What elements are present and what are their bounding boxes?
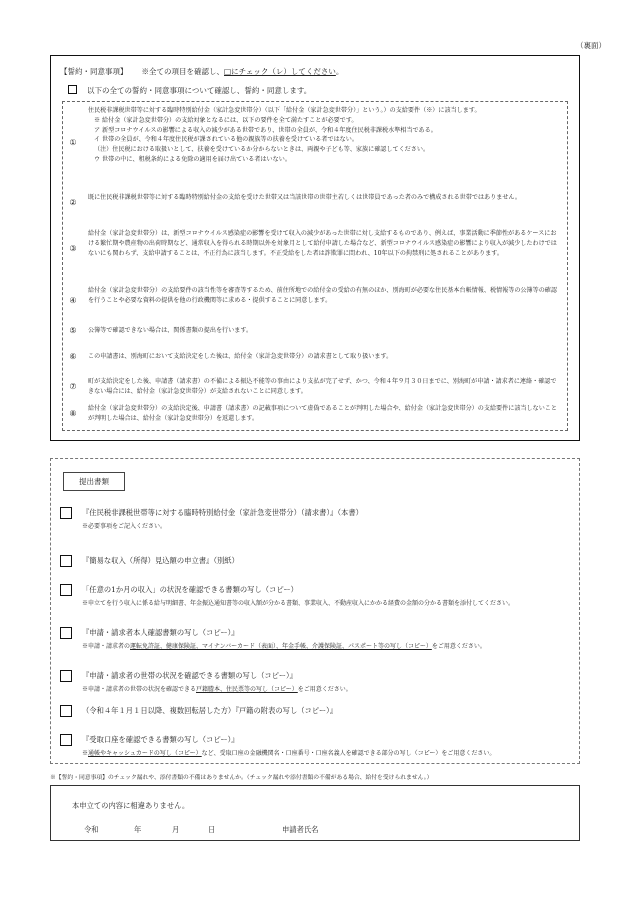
document-note xyxy=(82,749,560,758)
document-title: 『簡易な収入（所得）見込額の申立書』（別紙） xyxy=(82,556,239,565)
pledge-item-text: 既に住民税非課税世帯等に対する臨時特別給付金の支給を受けた世帯又は当該世帯の世帯主若しくは世帯員であった者のみで構成される世帯ではありません。 xyxy=(88,194,521,201)
check-footnote: ※【誓約・同意事項】のチェック漏れや、添付書類の不備はありませんか。（チェック漏れや添付書類の不備がある場合、給付を受けられません。） xyxy=(50,775,433,781)
date-era-label: 令和 xyxy=(84,825,99,834)
pledge-note-underlined: □にチェック（レ）してください xyxy=(224,67,336,76)
document-title: 『住民税非課税世帯等に対する臨時特別給付金（家計急変世帯分）（請求書）』（本書） xyxy=(82,508,363,517)
document-checkbox[interactable] xyxy=(60,627,72,639)
agree-all-row[interactable] xyxy=(68,85,311,96)
document-title: 『申請・請求者の世帯の状況を確認できる書類の写し（コピー）』 xyxy=(82,671,297,680)
confirmation-statement: 本申立ての内容に相違ありません。 xyxy=(72,801,190,810)
pledge-item-text: 公簿等で確認できない場合は、関係書類の提出を行います。 xyxy=(88,327,253,334)
document-title: 「任意の1か月の収入」の状況を確認できる書類の写し（コピー） xyxy=(82,585,298,594)
document-checkbox[interactable] xyxy=(60,584,72,596)
document-checkbox[interactable] xyxy=(60,705,72,717)
pledge-item-line: ア 新型コロナウイルスの影響による収入の減少がある世帯であり、世帯の全員が、令和４年度住民税非課税水準相当である。 xyxy=(94,126,437,134)
document-note-text: ※ xyxy=(82,750,89,757)
pledge-item-number: ⑥ xyxy=(69,352,77,361)
document-note xyxy=(82,642,560,651)
document-title: 『申請・請求者本人確認書類の写し（コピー）』 xyxy=(82,628,239,637)
pledge-item-text: 町が支給決定をした後、申請書（請求書）の不備による振込不能等の事由により支払が完了せず、かつ、令和４年９月３０日までに、別海町が申請・請求者に連絡・確認できない場合には、給付金（家計急変世帯分）が支給されないことに同意します。 xyxy=(88,378,557,395)
document-note-text: ※申請・請求者の xyxy=(82,643,131,650)
pledge-item-line: イ 世帯の全員が、令和４年度住民税が課されている他の親族等の扶養を受けている者ではない。 xyxy=(94,136,358,144)
document-note: ※必要事項をご記入ください。 xyxy=(82,523,167,530)
pledge-note-suffix: 。 xyxy=(335,67,344,76)
document-note-emphasis: 通帳やキャッシュカードの写し（コピー） xyxy=(88,750,202,757)
date-day-label: 日 xyxy=(208,825,216,834)
document-checkbox[interactable] xyxy=(60,734,72,746)
applicant-name-label[interactable]: 申請者氏名 xyxy=(282,825,319,834)
pledge-item-text: 給付金（家計急変世帯分）の支給要件の該当性等を審査等するため、前住所地での給付金の受給の有無のほか、別海町が必要な住民基本台帳情報、税情報等の公簿等の確認を行うことや必要な資料の提供を他の行政機関等に求める・提供することに同意します。 xyxy=(88,287,557,304)
document-title: （令和４年１月１日以降、複数回転居した方）『戸籍の附表の写し（コピー）』 xyxy=(82,706,338,715)
pledge-heading xyxy=(60,66,343,77)
pledge-item-line: 住民税非課税世帯等に対する臨時特別給付金（家計急変世帯分）（以下「給付金（家計急変世帯分）」という。）の支給要件（※）に該当します。 xyxy=(88,107,481,114)
pledge-item-line: ※ 給付金（家計急変世帯分）の支給対象となるには、以下の要件を全て満たすことが必要です。 xyxy=(94,116,358,124)
pledge-item-number: ① xyxy=(69,138,77,147)
documents-section xyxy=(50,458,580,764)
pledge-item-number: ⑦ xyxy=(69,382,77,391)
page-label: （裏面） xyxy=(576,41,606,50)
document-checkbox[interactable] xyxy=(60,670,72,682)
pledge-item-text xyxy=(88,106,560,165)
pledge-item-number: ② xyxy=(69,198,77,207)
document-checkbox[interactable] xyxy=(60,555,72,567)
pledge-item-number: ⑤ xyxy=(69,326,77,335)
document-note-text: など、受取口座の金融機関名・口座番号・口座名義人を確認できる部分の写し（コピー）をご用意ください。 xyxy=(201,750,496,757)
pledge-heading-title: 【誓約・同意事項】 xyxy=(60,67,128,76)
pledge-item-number: ③ xyxy=(69,244,77,253)
date-year-label: 年 xyxy=(134,825,142,834)
documents-title: 提出書類 xyxy=(63,472,125,491)
document-note-text: ※申請・請求者の世帯の状況を確認できる xyxy=(82,686,197,693)
document-note-text: をご用意ください。 xyxy=(297,686,352,693)
pledge-note-prefix: ※全ての項目を確認し、 xyxy=(141,67,224,76)
pledge-item-text: この申請書は、別海町において支給決定をした後は、給付金（家計急変世帯分）の請求書として取り扱います。 xyxy=(88,353,393,360)
pledge-item-number: ⑧ xyxy=(69,409,77,418)
document-note-emphasis: 戸籍謄本、住民票等の写し（コピー） xyxy=(196,686,298,693)
pledge-item-text: 給付金（家計急変世帯分）は、新型コロナウイルス感染症の影響を受けて収入の減少があった世帯に対し支給するものであり、例えば、事業活動に季節性があるケースにおける繁忙期や農産物の出荷時期など、通常収入を得られる時期以外を対象月として給付申請した場合など、新型コロナウイルス感染症の影響により収入が減少したわけではないにも関わらず、支給申請することは、不正行為に該当します。不正受給をした者は詐欺罪に問われ、10年以下の拘禁刑に処されることがあります。 xyxy=(88,230,557,257)
date-month-label: 月 xyxy=(172,825,180,834)
pledge-item-line: ウ 世帯の中に、租税条約による免除の適用を届け出ている者はいない。 xyxy=(94,155,291,163)
document-note: ※申立てを行う収入に係る給与明細書、年金振込通知書等の収入額が分かる書類、事業収入、不動産収入にかかる経費の金額の分かる書類を添付してください。 xyxy=(82,600,515,607)
agree-all-label: 以下の全ての誓約・同意事項について確認し、誓約・同意します。 xyxy=(87,86,312,95)
document-note-text: をご用意ください。 xyxy=(431,643,486,650)
document-note xyxy=(82,685,560,694)
agree-all-checkbox[interactable] xyxy=(68,85,77,94)
document-title: 『受取口座を確認できる書類の写し（コピー）』 xyxy=(82,735,239,744)
document-note-emphasis: 運転免許証、健康保険証、マイナンバーカード（表面）、年金手帳、介護保険証、パスポート等の写し（コピー） xyxy=(130,643,432,650)
document-checkbox[interactable] xyxy=(60,507,72,519)
pledge-item-number: ④ xyxy=(69,296,77,305)
pledge-item-line: （注）住民税における取扱いとして、扶養を受けているか分からないときは、両親や子ども等、家族に確認してください。 xyxy=(94,146,430,154)
pledge-item-text: 給付金（家計急変世帯分）の支給決定後、申請書（請求書）の記載事項について虚偽であることが判明した場合や、給付金（家計急変世帯分）の支給要件に該当しないことが判明した場合は、給付金（家計急変世帯分）を返還します。 xyxy=(88,405,557,422)
